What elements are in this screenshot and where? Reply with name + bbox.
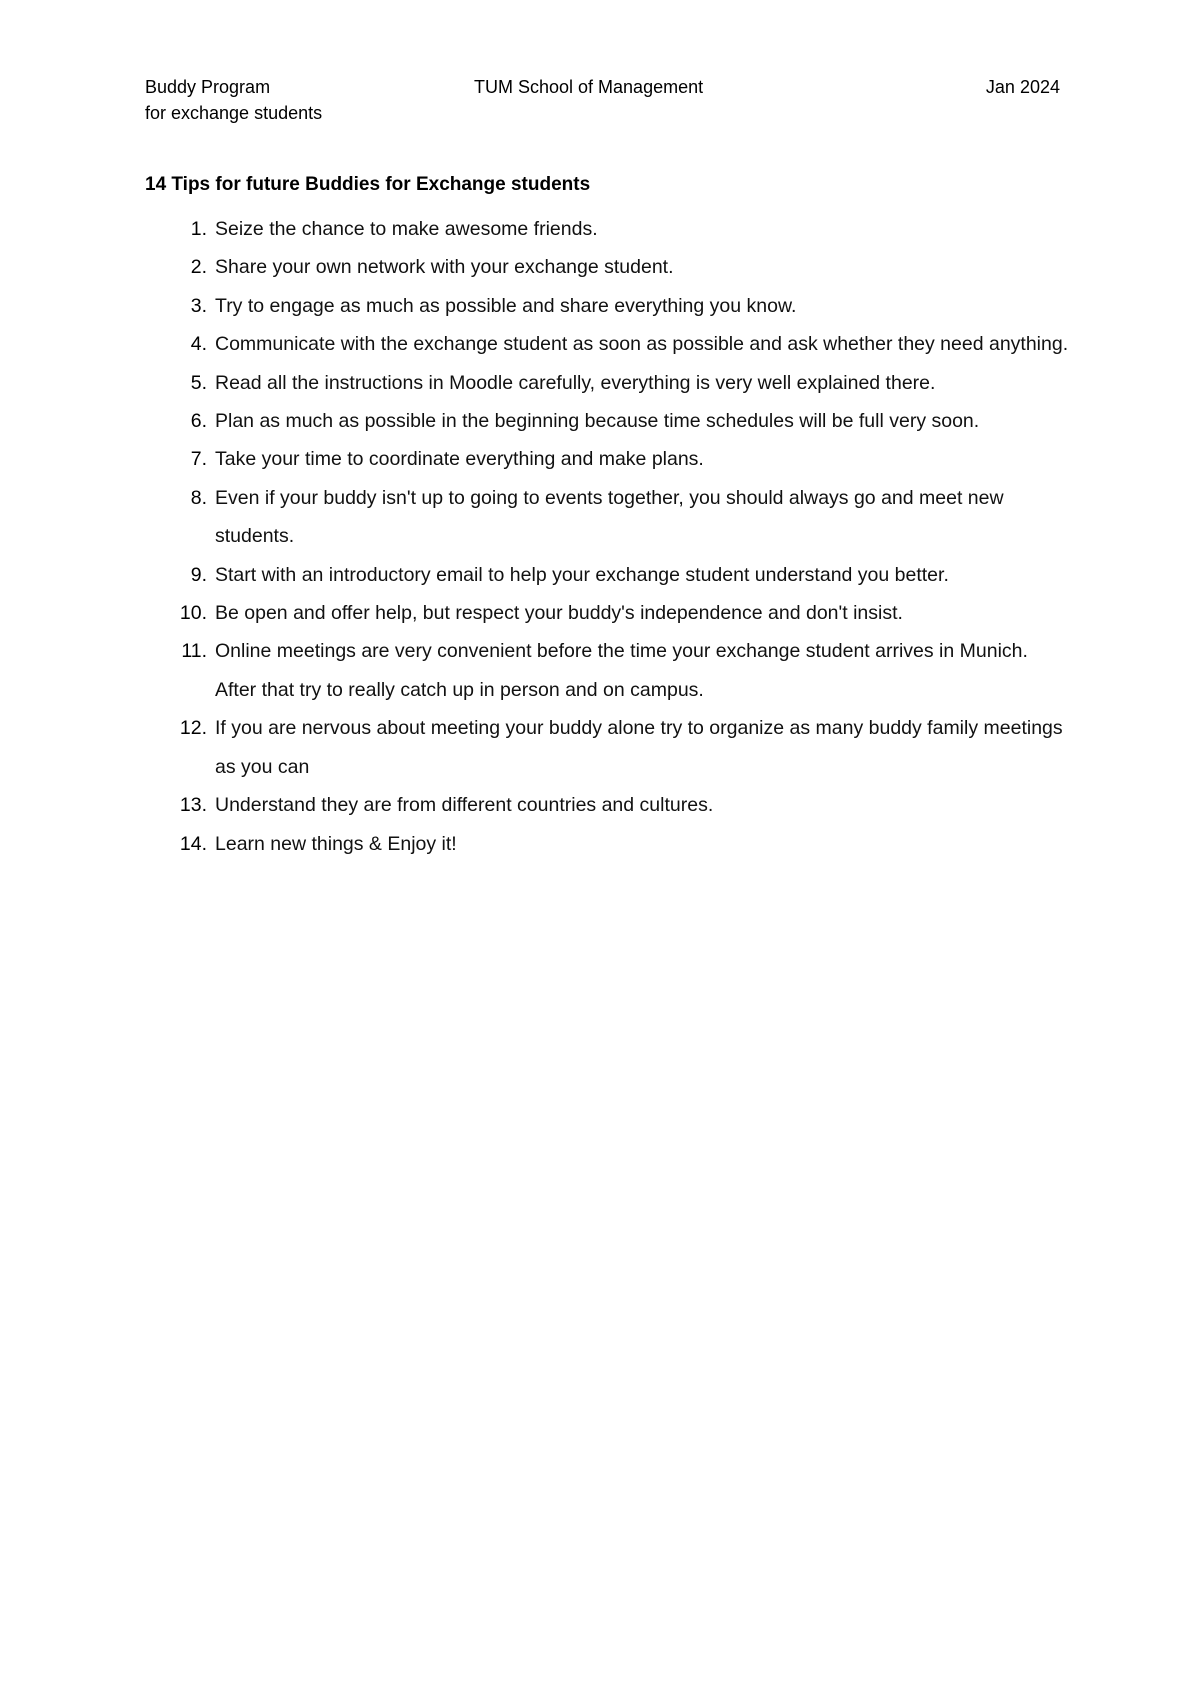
header-program	[145, 74, 405, 126]
list-item	[145, 402, 1070, 440]
list-item-text: Understand they are from different countries and cultures.	[215, 794, 714, 817]
tips-list	[145, 210, 1070, 863]
list-item-number: 12.	[179, 717, 207, 740]
list-item-number: 6.	[190, 410, 207, 433]
list-item-number: 10.	[179, 602, 207, 625]
list-item-text: Be open and offer help, but respect your buddy's independence and don't insist.	[215, 602, 903, 625]
document-title: 14 Tips for future Buddies for Exchange students	[145, 174, 591, 195]
list-item-number: 4.	[190, 333, 207, 356]
list-item-text: Take your time to coordinate everything and make plans.	[215, 448, 704, 471]
list-item-number: 9.	[190, 563, 207, 586]
header-program-line1: Buddy Program	[145, 77, 271, 97]
list-item-number: 11.	[181, 640, 207, 663]
list-item-text: Learn new things & Enjoy it!	[215, 832, 457, 855]
list-item-text: Even if your buddy isn't up to going to events together, you should always go and meet new students.	[215, 486, 1004, 548]
header-date: Jan 2024	[985, 77, 1060, 97]
list-item	[145, 709, 1070, 786]
list-item-number: 14.	[179, 832, 207, 855]
list-item-text: Communicate with the exchange student as soon as possible and ask whether they need anything.	[215, 333, 1069, 356]
list-item	[145, 325, 1070, 363]
list-item-number: 8.	[190, 486, 207, 509]
list-item-number: 5.	[190, 371, 207, 394]
list-item	[145, 364, 1070, 402]
list-item	[145, 632, 1070, 709]
list-item	[145, 594, 1070, 632]
list-item-text: Plan as much as possible in the beginning because time schedules will be full very soon.	[215, 410, 980, 433]
list-item-number: 7.	[190, 448, 207, 471]
list-item-number: 13.	[179, 794, 207, 817]
list-item	[145, 210, 1070, 248]
list-item-number: 1.	[190, 218, 207, 240]
list-item	[145, 556, 1070, 594]
header-school: TUM School of Management	[474, 77, 704, 97]
list-item	[145, 786, 1070, 824]
list-item-number: 3.	[190, 294, 207, 317]
list-item-number: 2.	[190, 256, 207, 279]
list-item-text: Online meetings are very convenient before the time your exchange student arrives in Munich. After that try to really catch up in person and on campus.	[215, 640, 1028, 701]
list-item	[145, 440, 1070, 478]
list-item-text: Share your own network with your exchange student.	[215, 256, 674, 279]
list-item	[145, 825, 1070, 863]
list-item	[145, 479, 1070, 556]
page-header	[145, 74, 1060, 130]
list-item	[145, 287, 1070, 325]
list-item-text: Start with an introductory email to help your exchange student understand you better.	[215, 563, 949, 586]
list-item-text: Seize the chance to make awesome friends.	[215, 218, 598, 240]
list-item-text: Try to engage as much as possible and share everything you know.	[215, 294, 797, 317]
list-item-text: Read all the instructions in Moodle carefully, everything is very well explained there.	[215, 371, 936, 394]
list-item-text: If you are nervous about meeting your buddy alone try to organize as many buddy family meetings as you can	[215, 717, 1063, 778]
list-item	[145, 248, 1070, 286]
header-program-line2: for exchange students	[145, 103, 323, 123]
